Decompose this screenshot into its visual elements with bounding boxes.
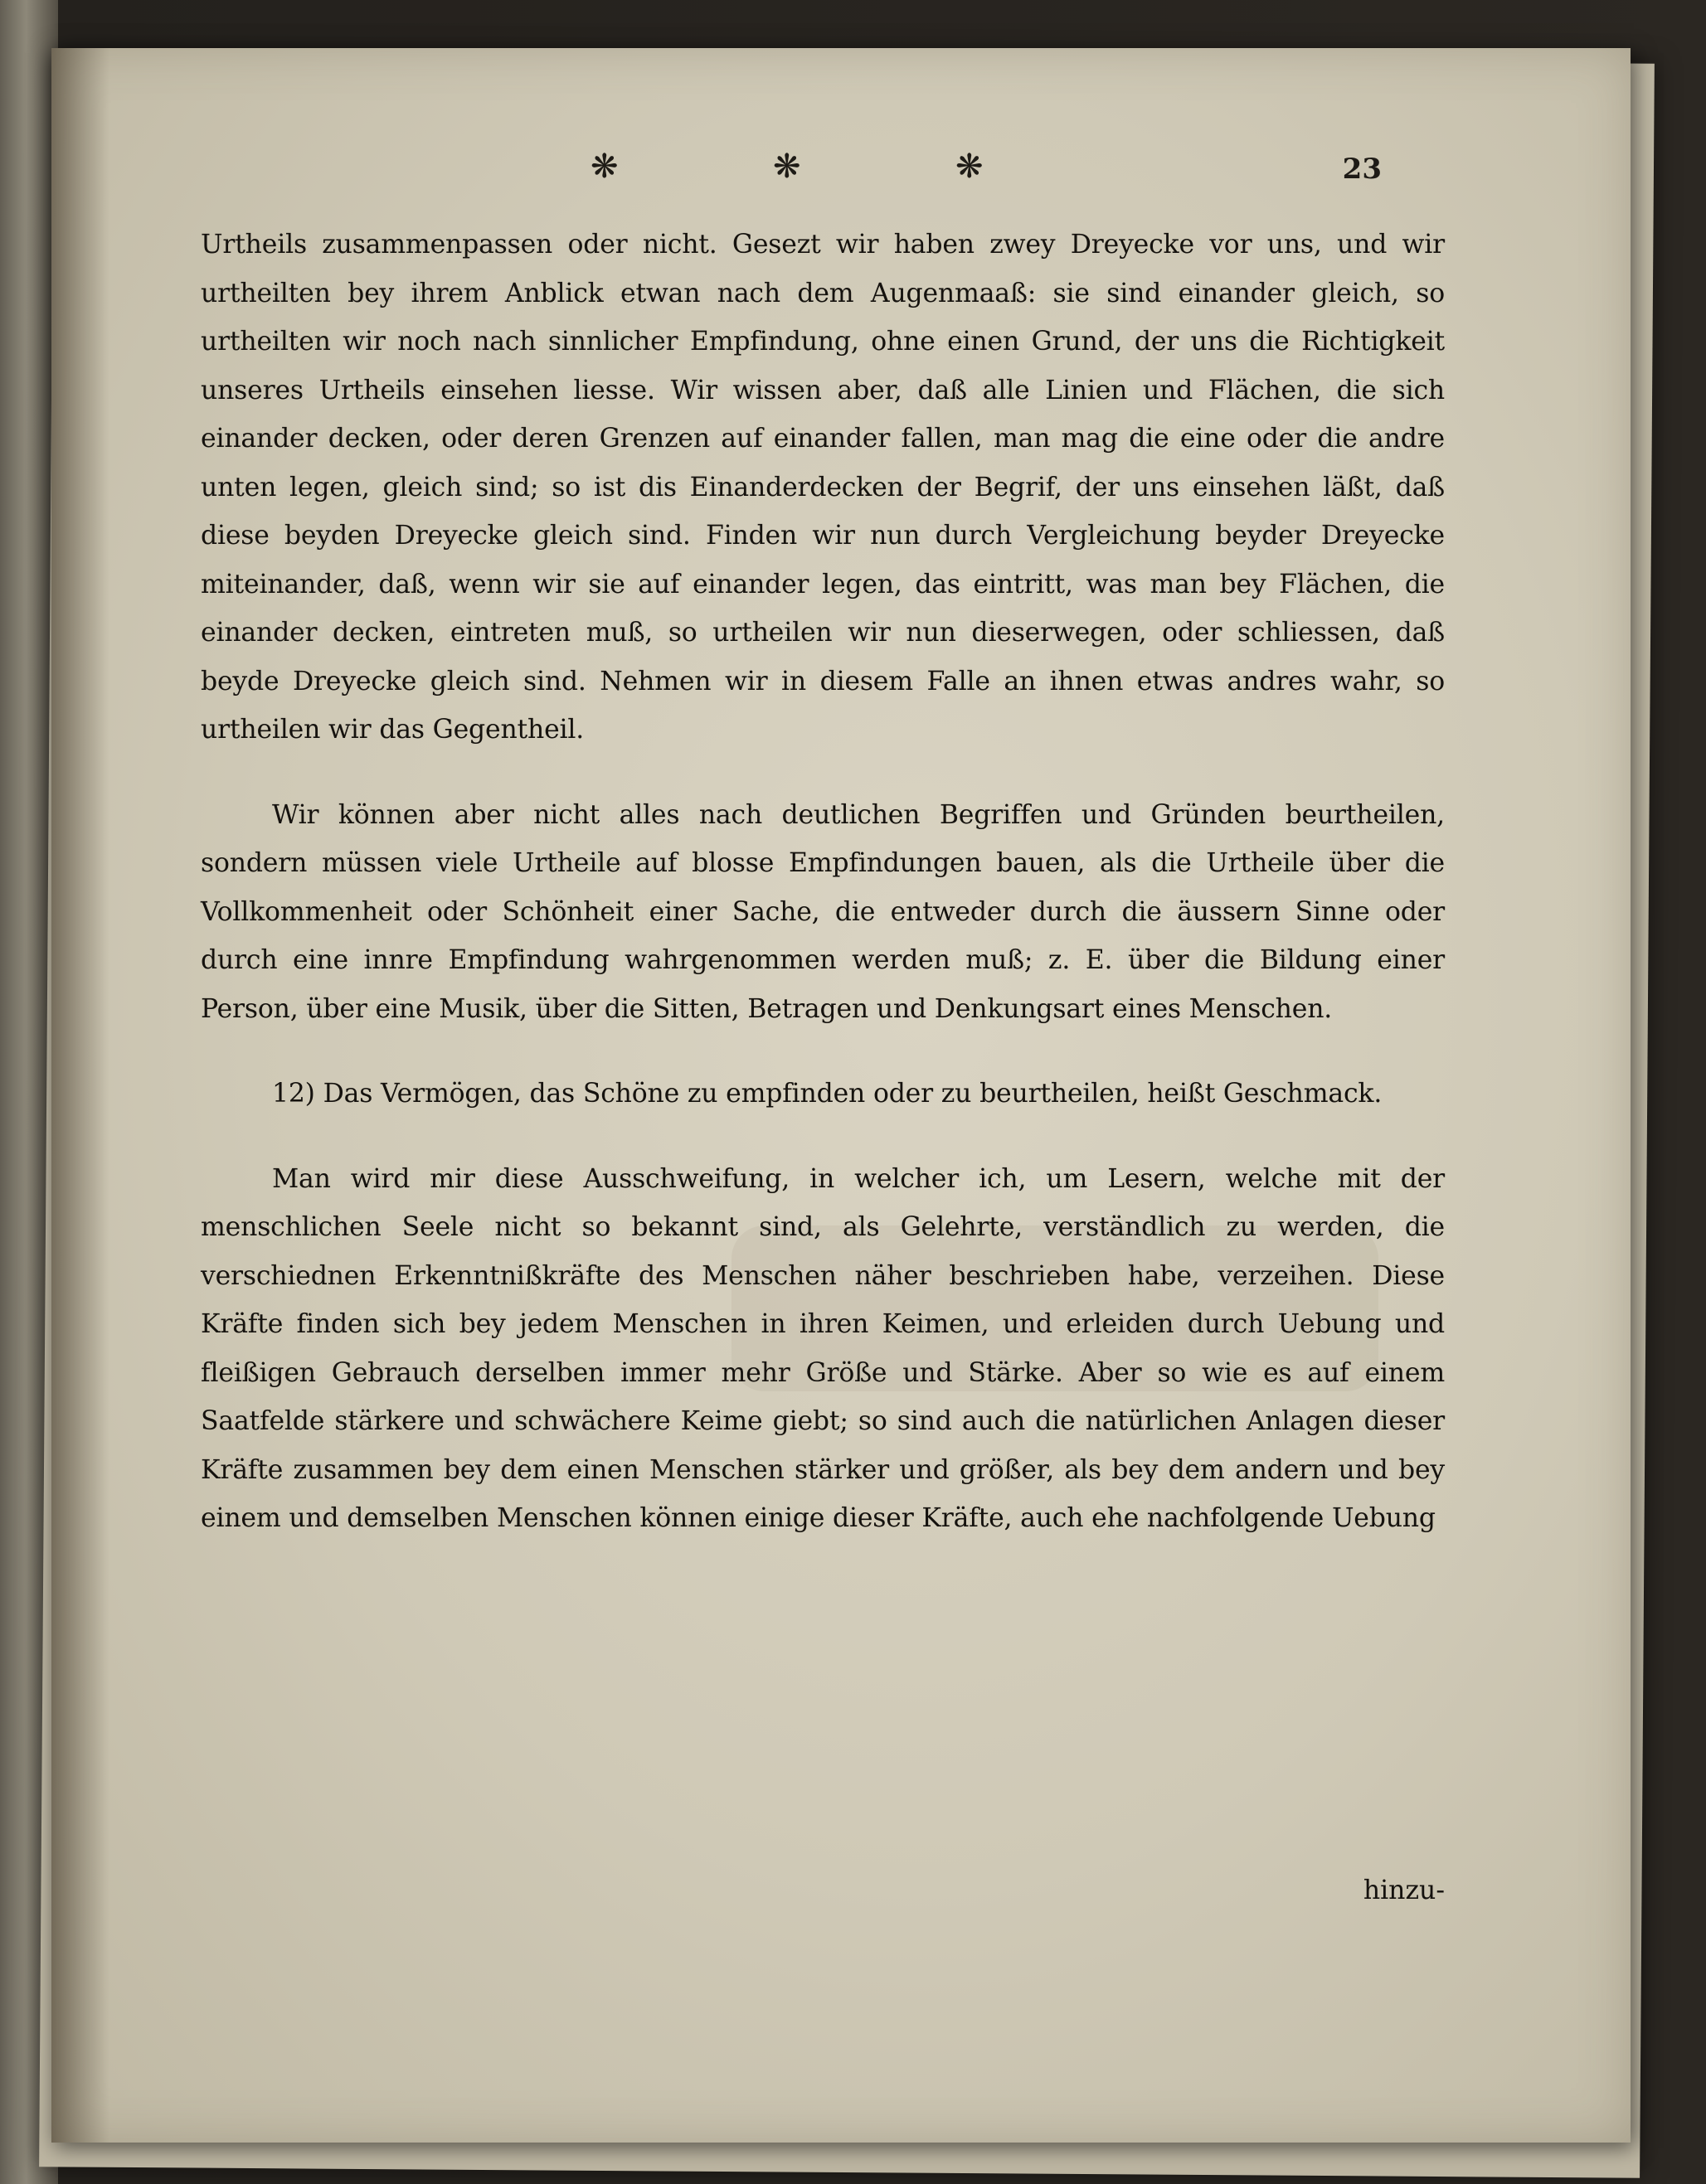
page-number: 23 xyxy=(1342,153,1382,186)
running-header xyxy=(51,148,1631,197)
catchword: hinzu- xyxy=(1363,1876,1445,1905)
paragraph: Wir können aber nicht alles nach deutlichen Begriffen und Gründen beurtheilen, sondern müssen viele Urtheile auf blosse Empfindungen bauen, als die Urtheile über die Vollkommenheit oder Schönheit einer Sache, die entweder durch die äussern Sinne oder durch eine innre Empfindung wahrgenommen werden muß; z. E. über die Bildung einer Person, über eine Musik, über die Sitten, Betragen und Denkungsart eines Menschen. xyxy=(201,799,1445,1024)
ornament-icon: ❋ xyxy=(955,148,985,186)
gutter-shadow xyxy=(51,48,109,2143)
paragraph: Man wird mir diese Ausschweifung, in welcher ich, um Lesern, welche mit der menschlichen Seele nicht so bekannt sind, als Gelehrte, verständlich zu werden, die verschiednen Erkenntnißkräfte des Menschen näher beschrieben habe, verzeihen. Diese Kräfte finden sich bey jedem Menschen in ihren Keimen, und erleiden durch Uebung und fleißigen Gebrauch derselben immer mehr Größe und Stärke. Aber so wie es auf einem Saatfelde stärkere und schwächere Keime giebt; so sind auch die natürlichen Anlagen dieser Kräfte zusammen bey dem einen Menschen stärker und größer, als bey dem andern und bey einem und demselben Menschen können einige dieser Kräfte, auch ehe nachfolgende Uebung xyxy=(201,1163,1445,1533)
ornament-icon: ❋ xyxy=(591,148,620,186)
numbered-definition: 12) Das Vermögen, das Schöne zu empfinden oder zu beurtheilen, heißt Geschmack. xyxy=(272,1079,1383,1109)
ornament-icon: ❋ xyxy=(773,148,803,186)
paragraph: Urtheils zusammenpassen oder nicht. Gesezt wir haben zwey Dreyecke vor uns, und wir urtheilten bey ihrem Anblick etwan nach dem Augenmaaß: sie sind einander gleich, so urtheilten wir noch nach sinnlicher Empfindung, ohne einen Grund, der uns die Richtigkeit unseres Urtheils einsehen liesse. Wir wissen aber, daß alle Linien und Flächen, die sich einander decken, oder deren Grenzen auf einander fallen, man mag die eine oder die andre unten legen, gleich sind; so ist dis Einanderdecken der Begrif, der uns einsehen läßt, daß diese beyden Dreyecke gleich sind. Finden wir nun durch Vergleichung beyder Dreyecke miteinander, daß, wenn wir sie auf einander legen, das eintritt, was man bey Flächen, die einander decken, eintreten muß, so urtheilen wir nun dieserwegen, oder schliessen, daß beyde Dreyecke gleich sind. Nehmen wir in diesem Falle an ihnen etwas andres wahr, so urtheilen wir das Gegentheil. xyxy=(201,230,1445,745)
book-page xyxy=(51,48,1631,2143)
body-text xyxy=(201,221,1445,1543)
